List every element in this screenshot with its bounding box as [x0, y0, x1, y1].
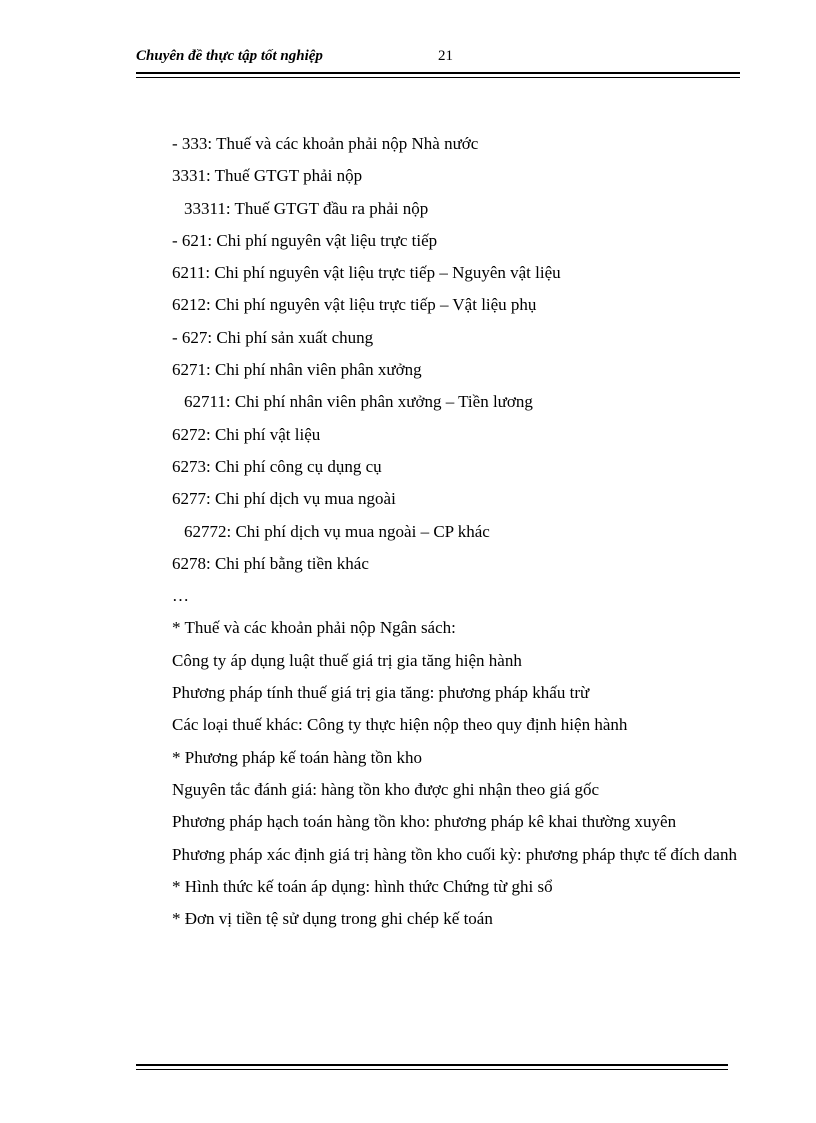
account-line: - 621: Chi phí nguyên vật liệu trực tiếp: [172, 230, 438, 250]
account-line: 33311: Thuế GTGT đầu ra phải nộp: [184, 198, 429, 218]
text-line: Phương pháp tính thuế giá trị gia tăng: phương pháp khấu trừ: [172, 683, 590, 703]
page-header: [136, 46, 740, 70]
account-line: 6212: Chi phí nguyên vật liệu trực tiếp – Vật liệu phụ: [172, 295, 537, 315]
text-line: Nguyên tắc đánh giá: hàng tồn kho được ghi nhận theo giá gốc: [172, 779, 600, 799]
document-body: [136, 128, 738, 935]
account-line: - 627: Chi phí sản xuất chung: [172, 327, 374, 347]
account-line: 6211: Chi phí nguyên vật liệu trực tiếp – Nguyên vật liệu: [172, 263, 561, 283]
paragraph: Phương pháp hạch toán hàng tồn kho: phương pháp kê khai thường xuyên: [172, 812, 677, 832]
account-line: 62711: Chi phí nhân viên phân xưởng – Tiền lương: [184, 392, 533, 412]
text-line: Các loại thuế khác: Công ty thực hiện nộp theo quy định hiện hành: [172, 715, 628, 735]
header-divider: [136, 72, 740, 78]
section-heading: * Hình thức kế toán áp dụng: hình thức Chứng từ ghi sổ: [172, 876, 553, 896]
section-heading: * Đơn vị tiền tệ sử dụng trong ghi chép kế toán: [172, 909, 493, 929]
account-line: 6273: Chi phí công cụ dụng cụ: [172, 456, 382, 476]
document-title: Chuyên đề thực tập tốt nghiệp: [136, 48, 323, 64]
footer-divider: [136, 1064, 728, 1070]
account-line: 6272: Chi phí vật liệu: [172, 424, 321, 444]
paragraph: Phương pháp xác định giá trị hàng tồn kho cuối kỳ: phương pháp thực tế đích danh: [172, 844, 737, 864]
account-line: 62772: Chi phí dịch vụ mua ngoài – CP khác: [184, 521, 490, 541]
account-line: 6278: Chi phí bằng tiền khác: [172, 553, 369, 573]
section-heading: * Thuế và các khoản phải nộp Ngân sách:: [172, 618, 456, 638]
account-line: 6277: Chi phí dịch vụ mua ngoài: [172, 489, 396, 509]
text-line: Công ty áp dụng luật thuế giá trị gia tăng hiện hành: [172, 650, 522, 670]
account-line: 6271: Chi phí nhân viên phân xưởng: [172, 360, 422, 380]
ellipsis-line: …: [172, 586, 189, 606]
account-line: 3331: Thuế GTGT phải nộp: [172, 166, 363, 186]
page-number: 21: [438, 48, 453, 64]
account-line: - 333: Thuế và các khoản phải nộp Nhà nước: [172, 134, 479, 153]
section-heading: * Phương pháp kế toán hàng tồn kho: [172, 747, 423, 767]
